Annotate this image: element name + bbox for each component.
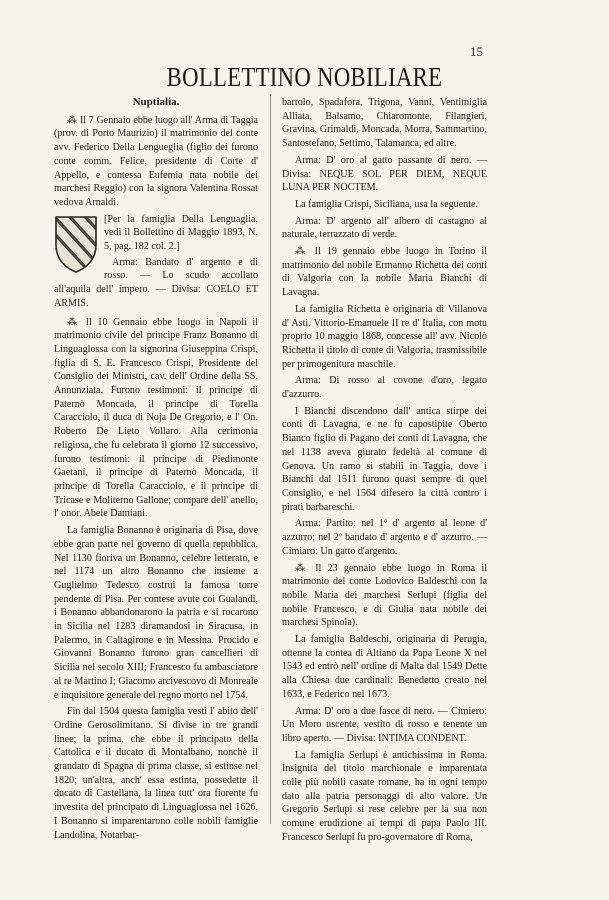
arms-description: Arma: Bandato d' argento e di rosso. — Lo scudo accollato all'aquila dell' impero. — Divisa: COELO ET ARMIS. — [54, 256, 258, 309]
paragraph: ⁂ Il 23 gennaio ebbe luogo in Roma il matrimonio del conte Lodovico Baldeschi con la nobile Maria dei marchesi Serlupi (figlia del nobile Francesco, e di Giulia nata nobile dei marchesi Spinola). — [282, 562, 487, 629]
arms-description: Arma: D' oro a due fasce di nero. — Cimiero: Un Moro uscente, vestito di rosso e tenente un libro aperto. — Divisa: INTIMA CONDENT. — [282, 705, 487, 744]
paragraph: I Bianchi discendono dall' antica stirpe dei conti di Lavagna, e ne fu capostipite Oberto Bianco figlio di Pagano dei conti di Lavagna, che nel 1138 aveva giurato fedeltà al comune di Genova. Un ramo si stabilì in Taggia, dove i Bianchi dal 1511 furono quasi sempre di quel Consiglio, e nel 1564 difesero la città contro i pirati barbareschi. — [282, 405, 487, 513]
right-column — [282, 96, 487, 848]
arms-description: Arma: D' argento all' albero di castagno al naturale, terrazzato di verde. — [282, 215, 487, 241]
journal-title: BOLLETTINO NOBILIARE — [166, 62, 443, 92]
left-column — [54, 96, 258, 845]
paragraph: bartolo, Spadafora, Trigona, Vanni, Ventimiglia Alliata, Balsamo, Chiaromonte, Filangieri, Gravina, Grimaldi, Moncada, Morra, Sammartino, Santostefano, Settimo, Talamanca, ed altre. — [282, 97, 487, 150]
paragraph: La famiglia Bonanno è originaria di Pisa, dove ebbe gran parte nel governo di quella repubblica. Nel 1130 fioriva un Bonanno, celebre letterato, e nel 1174 un altro Bonanno che insieme a Guglielmo Tedesco costruì la famosa torre pendente di Pisa. Per contese avute coi Gualandi, i Bonanno abbandonarono la patria e si rocarono in Sicilia nel 1283 diramandosi in Siracusa, in Palermo, in Caltagirone e in Messina. Procido e Giovanni Bonanno furono gran cancellieri di Sicilia nel secolo XIII; Francesco fu ambasciatore al re Martino I; Giacomo arcivescovo di Monreale e inquisitore generale del regno morto nel 1754. — [54, 525, 258, 701]
paragraph: ⁂ Il 19 gennaio ebbe luogo in Torino il matrimonio del nobile Ermanno Richetta dei conti di Valgoria con la nobile Maria Bianchi di Lavagna. — [282, 246, 487, 299]
paragraph: Fin dal 1504 questa famiglia vestì l' abito dell' Ordine Gerosolimitano. Si divise in tre grandi linee; la prima, che ebbe il principato della Cattolica e il ducato di Montalbano, nonchè il grandato di Spagna di prima classe, si estinse nel 1820; un'altra, anch' essa estinta, possedette il ducato di Castellana, la linea tutt' ora fiorente fu investita del principato di Linguaglossa nel 1626. I Bonanno si imparentarono colle nobili famiglie Landolina, Notarbar- — [54, 706, 258, 841]
section-title: Nuptialia. — [132, 96, 180, 108]
page-number: 15 — [470, 44, 483, 59]
paragraph: La famiglia Richetta è originaria di Villanova d' Asti. Vittorio-Emanuele II re d' Italia, con motu proprio 10 maggio 1868, concesse all' avv. Nicolò Richetta il titolo di conte di Valgoria, trasmissibile per primogenitura maschile. — [282, 303, 487, 370]
heraldry-block — [54, 213, 258, 313]
arms-description: Arma: Partito: nel 1º d' argento al leone d' azzurro; nel 2º bandato d' argento e d' azzurro. — Cimiaro: Un gatto d'argento. — [282, 518, 487, 557]
arms-description: Arma: D' oro al gatto passante di nero. — Divisa: NEQUE SOL PER DIEM, NEQUE LUNA PER NOCTEM. — [282, 154, 487, 194]
paragraph: ⁂ Il 10 Gennaio ebbe luogo in Napoli il matrimonio civile del principe Franz Bonanno di Linguaglossa con la signorina Giuseppina Crispi, figlia di S. E. Francesco Crispi, Presidente del Consiglio dei Ministri, cav. dell' Ordine della SS. Annunziata. Furono testimoni: il principe di Paternò Moncada, il principe di Torella Caracciolo, il duca di Noja De Gregorio, e l' On. Roberto De Lieto Vollaro. Alla cerimonia religiosa, che fu celebrata il giorno 12 successivo, furono testimoni: il principe di Piedimonte Gaetani, il principe di Paternò Moncada, il principe di Torella Caracciolo, e il principe di Tricase e Moliterno Gallone; compare dell' anello, l' onor. Abele Damiani. — [54, 316, 258, 520]
coat-of-arms-icon — [54, 215, 98, 273]
reference-note: [Per la famiglia Della Lenguaglia, vedi il Bollettino di Maggio 1893, N. 5, pag. 182 col. 2.] — [104, 213, 258, 253]
paragraph: La famiglia Serlupi è antichissima in Roma. Insignita del titolo marchionale e imparentata colle più nobili casate romane, ha in ogni tempo dato alla patria personaggi di alto valore. Un Gregorio Serlupi si rese celebre per la sua non comune erudizione ai tempi di papa Paolo III. Francesco Serlupi fu pro-governatore di Roma, — [282, 749, 487, 843]
paragraph: La famiglia Baldeschi, originaria di Perugia, ottenne la contea di Altiano da Papa Leone X nel 1543 ed entrò nell' ordine di Malta dal 1549 Dette alla Chiesa due cardinali: Benedetto creato nel 1633, e Federico nel 1673. — [282, 634, 487, 700]
paragraph: La famiglia Crispi, Siciliana, usa la seguente. — [295, 198, 479, 210]
paragraph: ⁂ Il 7 Gennaio ebbe luogo all' Arma di Taggia (prov. di Porto Maurizio) il matrimonio del conte avv. Federico Della Lengueglia (figlio dei furono conte comm. Felice, presidente di Corte d' Appello, e contessa Eufemia nata nobile dei marchesi Reggio) con la signora Valentina Rossat vedova Arnaldi. — [54, 114, 258, 208]
column-divider — [270, 94, 271, 824]
arms-description: Arma: Di rosso al covone d'oro, legato d'azzurro. — [282, 375, 487, 401]
